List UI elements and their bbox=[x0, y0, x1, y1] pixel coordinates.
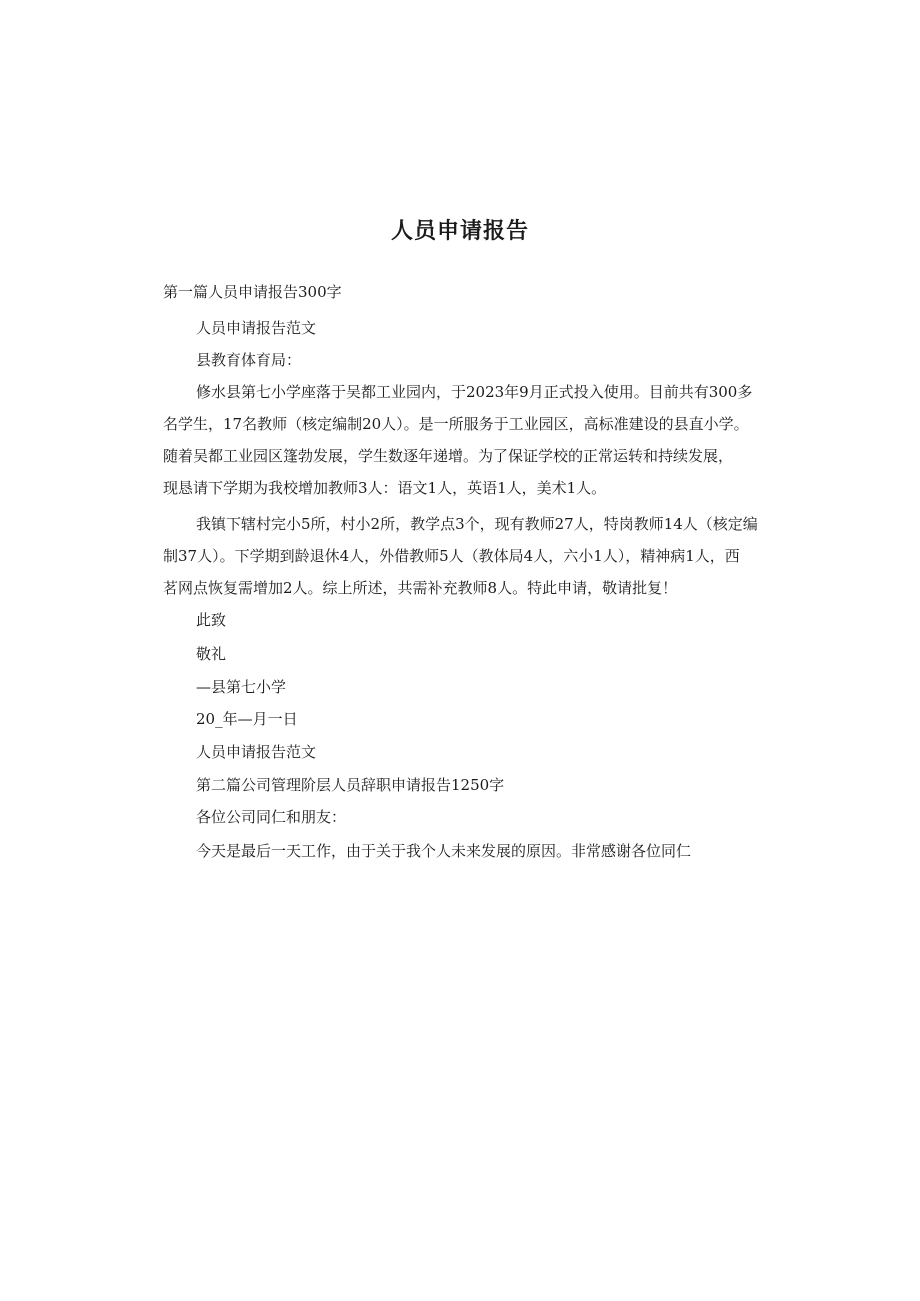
paragraph-line: 人员申请报告范文 bbox=[196, 743, 317, 761]
closing-line: 敬礼 bbox=[196, 645, 227, 663]
signature-line: —县第七小学 bbox=[196, 678, 287, 696]
paragraph-line: 茗网点恢复需增加2人。综上所述，共需补充教师8人。特此申请，敬请批复！ bbox=[163, 579, 678, 597]
section-heading-1: 第一篇人员申请报告300字 bbox=[163, 283, 342, 301]
paragraph-line: 人员申请报告范文 bbox=[196, 319, 317, 337]
section-heading-2: 第二篇公司管理阶层人员辞职申请报告1250字 bbox=[196, 776, 505, 794]
document-title: 人员申请报告 bbox=[390, 219, 529, 244]
paragraph-line: 制37人）。下学期到龄退休4人，外借教师5人（教体局4人，六小1人），精神病1人，西 bbox=[163, 547, 740, 565]
paragraph-line: 今天是最后一天工作，由于关于我个人未来发展的原因。非常感谢各位同仁 bbox=[196, 842, 692, 860]
paragraph-line: 我镇下辖村完小5所，村小2所，教学点3个，现有教师27人，特岗教师14人（核定编 bbox=[196, 515, 758, 533]
closing-line: 此致 bbox=[196, 611, 227, 629]
paragraph-line: 名学生，17名教师（核定编制20人）。是一所服务于工业园区，高标准建设的县直小学。 bbox=[163, 415, 749, 433]
salutation: 县教育体育局： bbox=[196, 351, 302, 369]
paragraph-line: 修水县第七小学座落于吴都工业园内，于2023年9月正式投入使用。目前共有300多 bbox=[196, 383, 753, 401]
date-line: 20_年—月一日 bbox=[196, 710, 298, 728]
salutation: 各位公司同仁和朋友： bbox=[196, 808, 347, 826]
paragraph-line: 随着吴都工业园区篷勃发展，学生数逐年递增。为了保证学校的正常运转和持续发展， bbox=[163, 447, 734, 465]
paragraph-line: 现恳请下学期为我校增加教师3人：语文1人，英语1人，美术1人。 bbox=[163, 479, 607, 497]
